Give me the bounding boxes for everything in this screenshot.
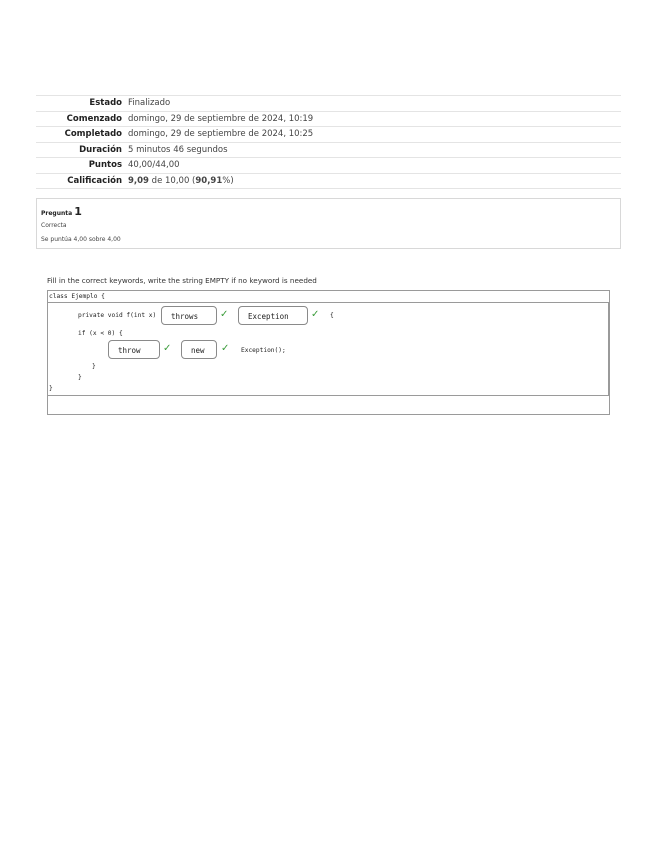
summary-row-estado (36, 96, 621, 112)
question-prompt: Fill in the correct keywords, write the string EMPTY if no keyword is needed (47, 276, 317, 285)
grade-middle-text: de 10,00 ( (148, 175, 196, 186)
summary-row-completado (36, 127, 621, 143)
summary-label: Completado (36, 127, 128, 143)
check-icon: ✓ (163, 343, 172, 354)
question-info-box (36, 198, 621, 249)
question-number (41, 205, 82, 218)
code-brace-close: } (78, 374, 82, 381)
summary-value: 40,00/44,00 (128, 158, 621, 174)
code-line-if: if (x < 0) { (78, 330, 123, 337)
summary-value: domingo, 29 de septiembre de 2024, 10:25 (128, 127, 621, 143)
answer-field-new[interactable]: new (181, 340, 217, 359)
summary-label: Calificación (36, 173, 128, 189)
grade-percent: 90,91 (195, 175, 223, 186)
code-answer-box (47, 290, 610, 415)
summary-row-duracion (36, 142, 621, 158)
attempt-summary-table (36, 95, 621, 189)
question-state: Correcta (41, 222, 67, 229)
check-icon: ✓ (220, 309, 229, 320)
code-brace-close: } (49, 385, 53, 392)
code-line-method: private void f(int x) (78, 312, 157, 319)
check-icon: ✓ (221, 343, 230, 354)
answer-field-throws[interactable]: throws (161, 306, 217, 325)
summary-row-puntos (36, 158, 621, 174)
code-line-class: class Ejemplo { (49, 293, 105, 300)
summary-value: domingo, 29 de septiembre de 2024, 10:19 (128, 111, 621, 127)
summary-label: Estado (36, 96, 128, 112)
question-label: Pregunta (41, 210, 73, 217)
summary-value (128, 173, 621, 189)
summary-value: Finalizado (128, 96, 621, 112)
summary-row-comenzado (36, 111, 621, 127)
answer-field-throw[interactable]: throw (108, 340, 160, 359)
code-brace-open: { (330, 312, 334, 319)
summary-label: Puntos (36, 158, 128, 174)
grade-end-text: %) (222, 175, 234, 186)
check-icon: ✓ (311, 309, 320, 320)
code-brace-close: } (92, 363, 96, 370)
answer-field-exception[interactable]: Exception (238, 306, 308, 325)
question-grade: Se puntúa 4,00 sobre 4,00 (41, 236, 121, 243)
question-number-value: 1 (74, 205, 82, 218)
code-exception-call: Exception(); (241, 347, 286, 354)
summary-value: 5 minutos 46 segundos (128, 142, 621, 158)
summary-row-calificacion (36, 173, 621, 189)
summary-label: Comenzado (36, 111, 128, 127)
summary-label: Duración (36, 142, 128, 158)
grade-value: 9,09 (128, 175, 149, 186)
